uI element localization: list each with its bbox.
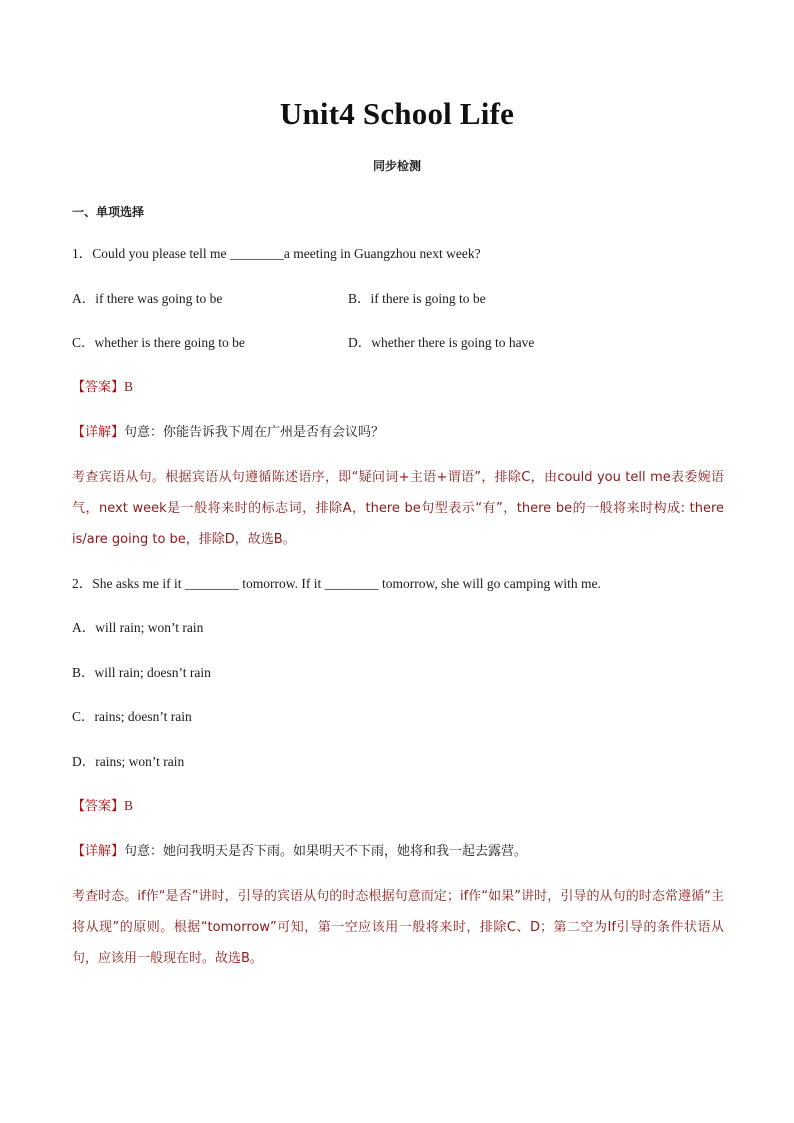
question-1-stem: 1．Could you please tell me ________a meeting in Guangzhou next week? [72, 246, 481, 261]
question-2-option-c: C．rains; doesn’t rain [72, 709, 192, 724]
question-2-answer [72, 797, 133, 816]
question-2-option-d: D．rains; won’t rain [72, 754, 185, 769]
question-2-option-b: B．will rain; doesn’t rain [72, 665, 211, 680]
question-2-detail [72, 842, 527, 861]
section-heading: 一、单项选择 [72, 205, 145, 219]
question-1-detail [72, 423, 384, 442]
question-2-option-a: A．will rain; won’t rain [72, 620, 204, 635]
detail-text: 句意：你能告诉我下周在广州是否有会议吗？ [124, 425, 385, 440]
question-1-option-b: B．if there is going to be [348, 291, 486, 306]
question-1-answer [72, 378, 133, 397]
detail-text: 句意：她问我明天是否下雨。如果明天不下雨，她将和我一起去露营。 [124, 844, 528, 859]
answer-label: 【答案】 [72, 380, 125, 395]
detail-label: 【详解】 [72, 425, 125, 440]
document-subtitle: 同步检测 [372, 159, 421, 173]
question-1-option-d: D．whether there is going to have [348, 335, 535, 350]
answer-value: B [124, 798, 134, 813]
answer-label: 【答案】 [72, 799, 125, 814]
document-title: Unit4 School Life [279, 96, 515, 131]
detail-label: 【详解】 [72, 844, 125, 859]
question-1-option-a: A．if there was going to be [72, 291, 223, 306]
question-2-stem: 2．She asks me if it ________ tomorrow. If it ________ tomorrow, she will go camping with me. [72, 576, 601, 591]
question-1-option-c: C．whether is there going to be [72, 335, 245, 350]
question-2-explanation: 考查时态。if作“是否”讲时，引导的宾语从句的时态根据句意而定；if作“如果”讲时，引导的从句的时态常遵循“主将从现”的原则。根据“tomorrow”可知，第一空应该用一般将来时，排除C、D；第二空为If引导的条件状语从句，应该用一般现在时。故选B。 [72, 889, 724, 966]
answer-value: B [124, 379, 134, 394]
question-1-explanation: 考查宾语从句。根据宾语从句遵循陈述语序，即“疑问词+主语+谓语”，排除C，由could you tell me表委婉语气，next week是一般将来时的标志词，排除A，there be句型表示“有”，there be的一般将来时构成: there is/are going to be，排除D，故选B。 [72, 470, 724, 547]
